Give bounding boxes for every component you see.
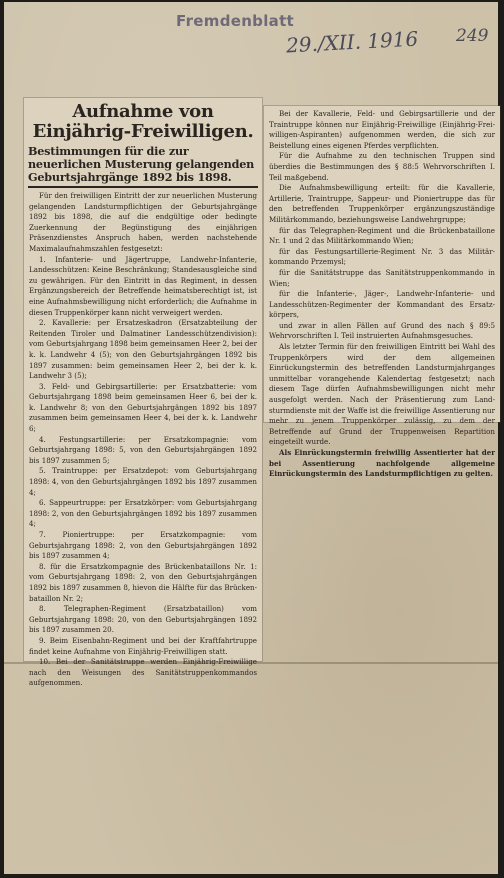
continuation-paragraph: Bei der Kavallerie, Feld- und Gebirgsartillerie und der Traintruppe können nur Einjährig-Freiwillige (Einjährig-Freiwilligen-Aspiranten) aufgenommen werden, die sich zur Beistellung eines eigenen Pferdes verpflichten.: [269, 109, 495, 150]
continuation-paragraph: für das Festungsartillerie-Regiment Nr. 3 das Militärkommando Przemysl;: [269, 246, 495, 267]
article-paragraph: 8. Telegraphen-Regiment (Ersatzbataillon) vom Geburtsjahrgang 1898: 20, von den Geburtsjahrgängen 1892 bis 1897 zusammen 20.: [29, 604, 257, 635]
article-subheadline: Bestimmungen für die zur neuerlichen Musterung gelangenden Geburtsjahrgänge 1892 bis 1898.: [28, 144, 255, 184]
handwritten-date: 29./XII. 1916: [285, 26, 419, 58]
newspaper-stamp: Fremdenblatt: [176, 12, 295, 30]
archive-sheet: [4, 2, 498, 874]
page-number: 249: [456, 26, 489, 46]
article-paragraph: 1. Infanterie- und Jägertruppe, Landwehr-Infanterie, Landesschützen: Keine Beschränkung; Standesausgleiche sind zu gewährigen. Für den Eintritt in das Regiment, in dessen Ergänzungsbereich der Betreffende heimatsberechtigt ist, ist eine Aufnahmsbewilligung nicht erforderlich; die Aufnahme in diesen Truppenkörper kann nicht verweigert werden.: [29, 254, 257, 317]
continuation-paragraph: für die Sanitätstruppe das Sanitätstruppenkommando in Wien;: [269, 267, 495, 288]
article-paragraph: 9. Beim Eisenbahn-Regiment und bei der Kraftfahrtruppe findet keine Aufnahme von Einjährig-Freiwilligen statt.: [29, 635, 257, 656]
article-paragraph: 3. Feld- und Gebirgsartillerie: per Ersatzbatterie: vom Geburtsjahrgang 1898 beim gemeinsamen Heer 6, bei der k. k. Landwehr 8; von den Geburtsjahrgängen 1892 bis 1897 zusammen beim gemeinsamen Heer 4, bei der k. k. Landwehr 6;: [29, 381, 257, 434]
article-paragraph: 6. Sappeurtruppe: per Ersatzkörper: vom Geburtsjahrgang 1898: 2, von den Geburtsjahrgängen 1892 bis 1897 zusammen 4;: [29, 498, 257, 529]
article-paragraph: Für den freiwilligen Eintritt der zur neuerlichen Musterung gelangenden Landsturmpflichtigen der Geburtsjahrgänge 1892 bis 1898, die auf die endgültige oder bedingte Zuerkennung der Begünstigung des einjährigen Präsenzdienstes Anspruch haben, werden nachstehende Maximalaufnahmszahlen festgesetzt:: [29, 191, 257, 253]
article-paragraph: 5. Traintruppe: per Ersatzdepot: vom Geburtsjahrgang 1898: 4, von den Geburtsjahrgängen 1892 bis 1897 zusammen 4;: [29, 466, 257, 497]
continuation-paragraph: für die Infanterie-, Jäger-, Landwehr-Infanterie- und Landesschützen-Regimenter der Kommandant des Ersatzkörpers,: [269, 289, 495, 320]
article-paragraph: 10. Bei der Sanitätstruppe werden Einjährig-Freiwillige nach den Weisungen des Sanitätstruppenkommandos aufgenommen.: [29, 657, 257, 688]
article-paragraph: 7. Pioniertruppe: per Ersatzkompagnie: vom Geburtsjahrgang 1898: 2, von den Geburtsjahrgängen 1892 bis 1897 zusammen 4;: [29, 530, 257, 561]
continuation-paragraph: Als Einrückungstermin freiwillig Assentierter hat der bei Assentierung nachfolgende allgemeine Einrückungstermin des Landsturmpflichtigen zu gelten.: [269, 448, 495, 479]
continuation-paragraph: für das Telegraphen-Regiment und die Brückenbataillone Nr. 1 und 2 das Militärkommando Wien;: [269, 225, 495, 246]
article-clipping-left: [24, 98, 262, 688]
article-paragraph: 8. für die Ersatzkompagnie des Brückenbataillons Nr. 1: vom Geburtsjahrgang 1898: 2, von den Geburtsjahrgängen 1892 bis 1897 zusammen 8, hievon die Hälfte für das Brückenbataillon Nr. 2;: [29, 561, 257, 603]
article-headline: Aufnahme von Einjährig-Freiwilligen.: [32, 101, 254, 142]
continuation-paragraph: und zwar in allen Fällen auf Grund des nach § 89:5 Wehrvorschriften I. Teil instruierten Aufnahmsgesuches.: [269, 320, 495, 341]
continuation-paragraph: Die Aufnahmsbewilligung erteilt: für die Kavallerie, Artillerie, Traintruppe, Sappeur- und Pioniertruppe das für den betreffenden Truppenkörper ergänzungszuständige Militärkommando, beziehungsweise Landwehrgruppe;: [269, 183, 495, 224]
continuation-paragraph: Als letzter Termin für den freiwilligen Eintritt bei Wahl des Truppenkörpers wird der dem allgemeinen Einrückungstermin des betreffenden Landsturmjahrganges unmittelbar vorangehende Kalendertag festgesetzt; nach diesem Tage dürfen Aufnahmsbewilligungen nicht mehr ausgefolgt werden. Nach der Präsentierung zum Landsturmdienste mit der Waffe ist die freiwillige Assentierung nur mehr zu jenem Truppenkörper zulässig, zu dem der Betreffende auf Grund der Truppenweisen Repartition eingeteilt wurde.: [269, 342, 495, 447]
continuation-paragraph: Für die Aufnahme zu den technischen Truppen sind überdies die Bestimmungen des § 88:5 Wehrvorschriften I. Teil maßgebend.: [269, 151, 495, 182]
article-clipping-right: [264, 106, 500, 479]
divider: [28, 186, 258, 188]
article-paragraph: 4. Festungsartillerie: per Ersatzkompagnie: vom Geburtsjahrgang 1898: 5, von den Geburtsjahrgängen 1892 bis 1897 zusammen 5;: [29, 434, 257, 465]
article-paragraph: 2. Kavallerie: per Ersatzeskadron (Ersatzabteilung der Reitenden Tiroler und Dalmatiner Landesschützendivision): vom Geburtsjahrgang 1898 beim gemeinsamen Heer 2, bei der k. k. Landwehr 4 (5); von den Geburtsjahrgängen 1892 bis 1897 zusammen: beim gemeinsamen Heer 2, bei der k. k. Landwehr 3 (5);: [29, 318, 257, 381]
